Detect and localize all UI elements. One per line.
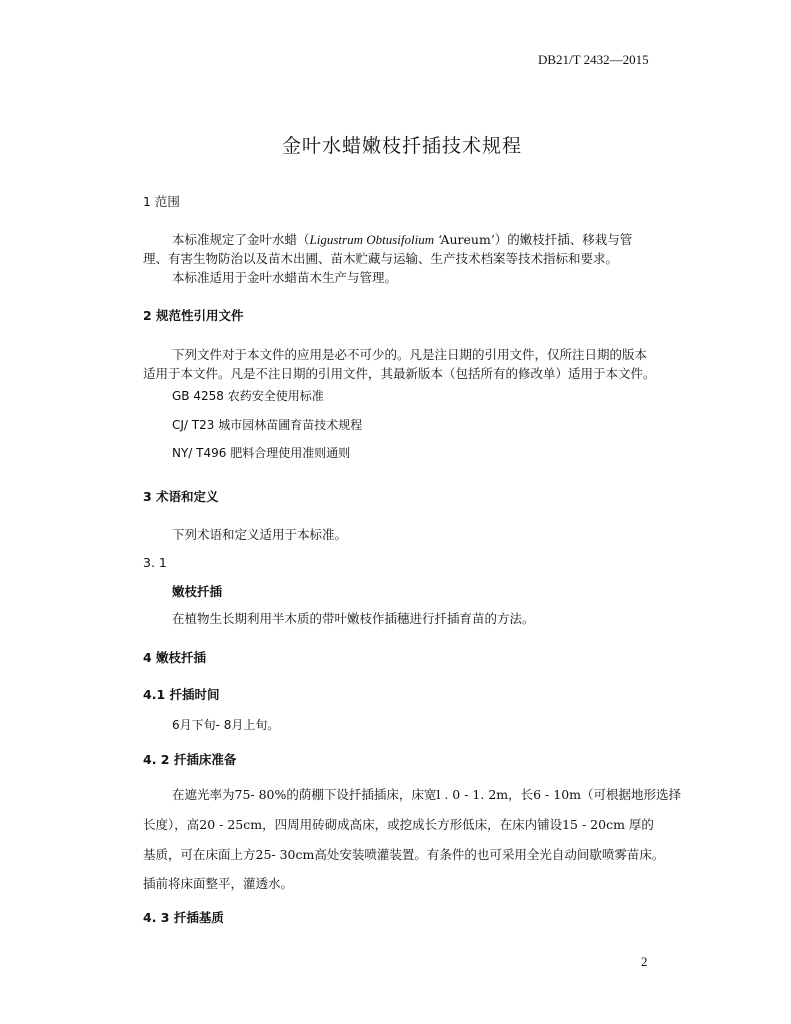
section-3-1-number: 3. 1	[143, 555, 167, 570]
section-3-heading: 3 术语和定义	[143, 489, 219, 504]
section-4-2-line-2: 长度），高20 - 25cm，四周用砖砌成高床，或挖成长方形低床，在床内铺设15 - 20cm 厚的	[143, 817, 654, 832]
reference-gb4258: GB 4258 农药安全使用标准	[172, 389, 324, 403]
section-4-heading: 4 嫩枝扦插	[143, 650, 207, 665]
page-number: 2	[641, 954, 648, 969]
section-4-3-heading: 4. 3 扦插基质	[143, 910, 224, 925]
section-4-2-line-1: 在遮光率为75- 80%的荫棚下设扦插插床，床宽l . 0 - 1. 2m，长6 - 10m（可根据地形选择	[172, 787, 682, 802]
section-1-text-b: ‘Aureum’）的嫩枝扦插、移栽与管	[434, 232, 633, 247]
section-4-2-line-3: 基质，可在床面上方25- 30cm高处安装喷灌装置。有条件的也可采用全光自动间歇喷雾苗床。	[143, 847, 665, 862]
section-2-paragraph-line-2: 适用于本文件。凡是不注日期的引用文件，其最新版本（包括所有的修改单）适用于本文件。	[143, 366, 656, 381]
section-1-paragraph-2: 本标准适用于金叶水蜡苗木生产与管理。	[172, 270, 398, 285]
section-4-2-line-4: 插前将床面整平，灌透水。	[143, 876, 294, 891]
document-code: DB21/T 2432—2015	[538, 52, 649, 67]
section-2-paragraph-line-1: 下列文件对于本文件的应用是必不可少的。凡是注日期的引用文件，仅所注日期的版本	[172, 347, 648, 362]
section-2-heading: 2 规范性引用文件	[143, 308, 244, 323]
reference-cj-t23: CJ/ T23 城市园林苗圃育苗技术规程	[172, 418, 363, 432]
section-4-1-heading: 4.1 扦插时间	[143, 687, 220, 702]
section-4-1-text: 6月下旬- 8月上旬。	[172, 718, 280, 732]
section-4-2-heading: 4. 2 扦插床准备	[143, 752, 237, 767]
section-1-text-a: 本标准规定了金叶水蜡（	[172, 232, 310, 247]
section-1-paragraph-1-line-2: 理、有害生物防治以及苗木出圃、苗木贮藏与运输、生产技术档案等技术指标和要求。	[143, 251, 619, 266]
section-1-heading: 1 范围	[143, 194, 180, 209]
term-definition: 在植物生长期利用半木质的带叶嫩枝作插穗进行扦插育苗的方法。	[172, 611, 535, 626]
document-title: 金叶水蜡嫩枝扦插技术规程	[282, 135, 523, 157]
latin-name: Ligustrum Obtusifolium	[309, 232, 435, 247]
reference-ny-t496: NY/ T496 肥料合理使用准则通则	[172, 446, 351, 460]
section-1-paragraph-1-line-1	[172, 230, 632, 248]
section-3-intro: 下列术语和定义适用于本标准。	[172, 527, 348, 542]
term-heading: 嫩枝扦插	[172, 584, 223, 599]
